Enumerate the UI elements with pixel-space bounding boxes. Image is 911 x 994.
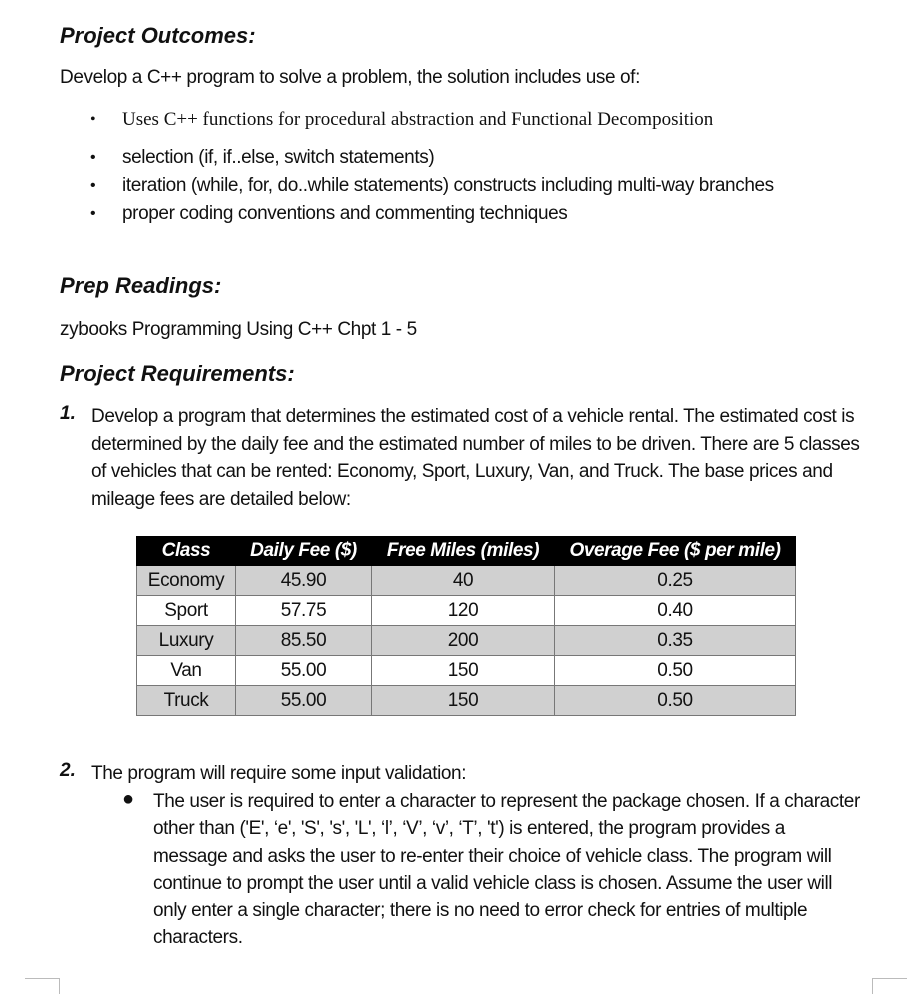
- cell-free-miles: 40: [372, 566, 555, 596]
- cell-class: Economy: [137, 566, 236, 596]
- cell-daily-fee: 85.50: [236, 626, 372, 656]
- prep-text: zybooks Programming Using C++ Chpt 1 - 5: [60, 319, 417, 340]
- table-header-row: [137, 537, 796, 566]
- page-corner-mark-right: [872, 978, 907, 994]
- cell-overage-fee: 0.50: [555, 686, 796, 716]
- cell-overage-fee: 0.50: [555, 656, 796, 686]
- outcome-item: • proper coding conventions and commenting techniques: [60, 201, 774, 229]
- col-header-daily-fee: Daily Fee ($): [236, 537, 372, 566]
- cell-class: Sport: [137, 596, 236, 626]
- col-header-overage-fee: Overage Fee ($ per mile): [555, 537, 796, 566]
- table-row: [137, 596, 796, 626]
- outcome-item: • iteration (while, for, do..while statements) constructs including multi-way branches: [60, 173, 774, 201]
- requirement-item-2: [60, 760, 860, 788]
- table-row: [137, 656, 796, 686]
- col-header-free-miles: Free Miles (miles): [372, 537, 555, 566]
- cell-daily-fee: 45.90: [236, 566, 372, 596]
- bullet-icon: ●: [122, 788, 135, 810]
- validation-bullet: [122, 788, 862, 952]
- requirements-heading: Project Requirements:: [60, 361, 295, 386]
- outcome-item: • selection (if, if..else, switch statements): [60, 145, 774, 173]
- item-text: The program will require some input validation:: [91, 763, 467, 784]
- rental-rates-table: [136, 536, 796, 716]
- cell-class: Luxury: [137, 626, 236, 656]
- cell-daily-fee: 55.00: [236, 686, 372, 716]
- item-number: 1.: [60, 403, 76, 424]
- cell-free-miles: 120: [372, 596, 555, 626]
- requirement-item-1: [60, 403, 860, 513]
- cell-class: Van: [137, 656, 236, 686]
- cell-free-miles: 150: [372, 686, 555, 716]
- cell-daily-fee: 55.00: [236, 656, 372, 686]
- cell-daily-fee: 57.75: [236, 596, 372, 626]
- table-row: [137, 566, 796, 596]
- page-corner-mark-left: [25, 978, 60, 994]
- outcomes-list: [60, 107, 774, 229]
- cell-overage-fee: 0.35: [555, 626, 796, 656]
- outcomes-intro: Develop a C++ program to solve a problem, the solution includes use of:: [60, 67, 640, 88]
- prep-heading: Prep Readings:: [60, 273, 222, 298]
- outcome-item: • Uses C++ functions for procedural abstraction and Functional Decomposition: [60, 107, 774, 145]
- outcomes-heading: Project Outcomes:: [60, 23, 256, 48]
- item-number: 2.: [60, 760, 76, 781]
- col-header-class: Class: [137, 537, 236, 566]
- cell-overage-fee: 0.40: [555, 596, 796, 626]
- cell-free-miles: 200: [372, 626, 555, 656]
- table-row: [137, 626, 796, 656]
- validation-text: The user is required to enter a character to represent the package chosen. If a character other than ('E', ‘e', 'S', 's', 'L', ‘l’, ‘V’, ‘v’, ‘T’, 't') is entered, the program provides a message and asks the user to re-enter their choice of vehicle class. The program will continue to prompt the user until a valid vehicle class is chosen. Assume the user will only enter a single character; there is no need to error check for entries of multiple characters.: [153, 791, 860, 949]
- table-row: [137, 686, 796, 716]
- cell-free-miles: 150: [372, 656, 555, 686]
- cell-class: Truck: [137, 686, 236, 716]
- cell-overage-fee: 0.25: [555, 566, 796, 596]
- item-text: Develop a program that determines the estimated cost of a vehicle rental. The estimated cost is determined by the daily fee and the estimated number of miles to be driven. There are 5 classes of vehicles that can be rented: Economy, Sport, Luxury, Van, and Truck. The base prices and mileage fees are detailed below:: [91, 406, 860, 510]
